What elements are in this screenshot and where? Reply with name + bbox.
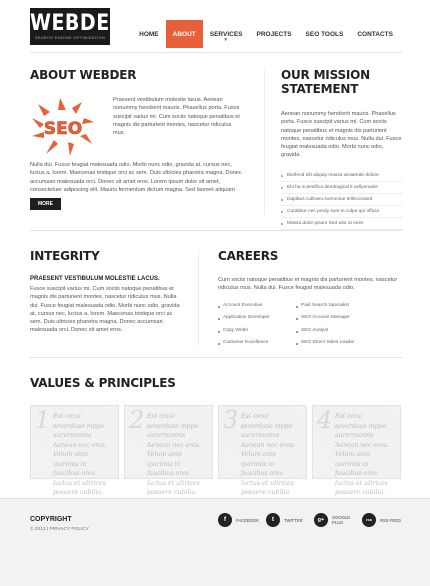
- more-button[interactable]: MORE: [30, 198, 61, 210]
- facebook-link[interactable]: [218, 513, 266, 527]
- principle-card: [218, 405, 307, 496]
- integrity-subtitle: PRAESENT VESTIBULUM MOLESTIE LACUS.: [30, 276, 160, 282]
- principle-number: 2.: [129, 406, 152, 434]
- social-links: [218, 513, 410, 527]
- career-link[interactable]: SEO Analyst: [296, 325, 374, 338]
- principle-text: Est omul severduse mppo aurernunms Aenean nec eros. Velum ante iparimis in faucibus ores luctus et ultrices posuere cubilia.: [53, 413, 107, 496]
- career-link[interactable]: SEO Direct Sales Leader: [296, 337, 374, 350]
- about-text-body: Nulla dui. Fusce feugiat malesuada odio. Morbi nunc odio, gravida at, cursus nec, luctus a, lorem. Maecenas tristique orci ac sem. Duis ultricies pharetra magna. Donec accumsan malesuada orci. Donec sit amet eros. Lorem ipsum dolor sit amet, consectetuer adipiscing elit. Mauris fermentum dictum magna. Sed laoreet aliquam: [30, 162, 242, 193]
- logo[interactable]: [30, 8, 125, 45]
- google-plus-link[interactable]: [314, 513, 362, 527]
- nav-item-projects[interactable]: PROJECTS: [256, 31, 292, 38]
- principle-card: [124, 405, 213, 496]
- twitter-link[interactable]: [266, 513, 314, 527]
- career-link[interactable]: Application Developer: [218, 312, 296, 325]
- career-link[interactable]: Copy Writer: [218, 325, 296, 338]
- principle-card: [30, 405, 119, 496]
- google-plus-icon: g+: [314, 513, 328, 527]
- values-title: VALUES & PRINCIPLES: [30, 376, 176, 390]
- principles-grid: [30, 405, 403, 496]
- principle-text: Est omul severduse mppo aurernunms Aenean nec eros. Velum ante iparimis in faucibus ores luctus et ultrices posuere cubilia.: [241, 413, 295, 496]
- chevron-down-icon: ▼: [223, 37, 229, 43]
- nav-item-seo-tools[interactable]: SEO TOOLS: [305, 31, 344, 38]
- career-link[interactable]: SEO Account Manager: [296, 312, 374, 325]
- copyright-line[interactable]: © 2013 | PRIVACY POLICY: [30, 527, 89, 532]
- nav-item-services[interactable]: [203, 24, 250, 48]
- careers-list-right: [296, 300, 374, 350]
- career-link[interactable]: Paid Search Specialist: [296, 300, 374, 313]
- principle-number: 1.: [35, 406, 58, 434]
- divider: [30, 230, 403, 231]
- careers-list-left: [218, 300, 296, 350]
- career-link[interactable]: Account Executive: [218, 300, 296, 313]
- mission-bullets: [281, 170, 403, 230]
- footer: [0, 498, 430, 586]
- copyright-title: COPYRIGHT: [30, 516, 72, 523]
- list-item: Ehi ha scientifica dembogical it vellyenuele: [281, 182, 403, 194]
- integrity-section: [30, 249, 180, 335]
- twitter-icon: t: [266, 513, 280, 527]
- mission-section: [281, 68, 403, 230]
- principle-text: Est omul severduse mppo aurernunms Aenean nec eros. Velum ante iparimis in faucibus ores luctus et ultrices posuere cubilia.: [335, 413, 389, 496]
- mission-title: OUR MISSION STATEMENT: [281, 68, 371, 96]
- rss-icon: rss: [362, 513, 376, 527]
- divider: [30, 52, 403, 53]
- nav-item-contacts[interactable]: CONTACTS: [357, 31, 393, 38]
- principle-text: Est omul severduse mppo aurernunms Aenean nec eros. Velum ante iparimis in faucibus ores luctus et ultrices posuere cubilia.: [147, 413, 201, 496]
- careers-title: CAREERS: [218, 249, 279, 263]
- career-link[interactable]: Customer Excellence: [218, 337, 296, 350]
- header: [0, 0, 430, 52]
- facebook-icon: f: [218, 513, 232, 527]
- list-item: Dapibus cultraeu exeroctue tellecocasrd: [281, 194, 403, 206]
- list-item: Eleifend elit aliquip massa wisiarede dolore: [281, 170, 403, 182]
- integrity-text: Fusce suscipit varius mi. Cum sociis natoque penatibus et magnis dis parturient montes, nascetur ridiculus mus. Nulla dui. Fusce feugiat malesuada odio. Morbi nunc odio, gravida at, cursus nec, luctus a, lorem. Maecenas tristique orci ac sem. Duis ultricies pharetra magna. Donec accumsan malesuada orci. Donec sit amet eros.: [30, 286, 180, 334]
- logo-title: WEBDER: [30, 10, 125, 36]
- careers-section: [218, 249, 403, 350]
- values-section: [30, 376, 403, 496]
- about-section: [30, 68, 245, 207]
- nav-item-about[interactable]: ABOUT: [166, 20, 203, 48]
- principle-card: [312, 405, 401, 496]
- rss-label: RSS FEED: [380, 517, 401, 523]
- column-divider: [264, 70, 265, 215]
- nav-item-services-label: SERVICES: [209, 31, 243, 38]
- integrity-title: INTEGRITY: [30, 249, 100, 263]
- column-divider: [198, 250, 199, 345]
- list-item: Curabitur nec pordy sunt in culpa qui officia: [281, 206, 403, 218]
- rss-link[interactable]: [362, 513, 410, 527]
- twitter-label: TWITTER: [284, 517, 303, 523]
- principle-number: 4.: [317, 406, 340, 434]
- principle-number: 3.: [223, 406, 246, 434]
- facebook-label: FACEBOOK: [236, 517, 260, 523]
- careers-text: Cum sociis natoque penatibus et magnis dis parturient montes, nascetur ridiculus mus. Nulla dui. Fusce feugiat malesuada odio.: [218, 277, 398, 292]
- list-item: Massa dolor ipsum Sed wisi ut enim: [281, 218, 403, 230]
- seo-illustration: [30, 96, 100, 160]
- about-text-intro: Praesent vestibulum molestie lacus. Aenean nonummy hendrerit mauris. Phasellus porta. Fusce suscipit varius mi. Cum sociis natoque penatibus et magnis dis parturient montes, nascetur ridiculus mus.: [113, 97, 240, 137]
- about-title: ABOUT WEBDER: [30, 68, 137, 82]
- divider: [30, 357, 403, 358]
- logo-tagline: SEARCH ENGINE OPTIMIZATION: [34, 35, 106, 40]
- google-plus-label: GOOGLE PLUS: [331, 515, 351, 525]
- mission-text: Aenean nonummy hendrerit mauris. Phasellus porta. Fusce suscipit varius mi. Cum sociis natoque penatibus et magnis dis parturient montes, nascetur ridiculus mus. Nulla dui. Fusce feugiat malesuada odio. Morbi nunc odio, gravida.: [281, 111, 402, 159]
- main-nav: [132, 24, 400, 52]
- careers-lists: [218, 300, 403, 350]
- nav-item-home[interactable]: HOME: [139, 31, 159, 38]
- seo-word: SEO: [43, 119, 83, 139]
